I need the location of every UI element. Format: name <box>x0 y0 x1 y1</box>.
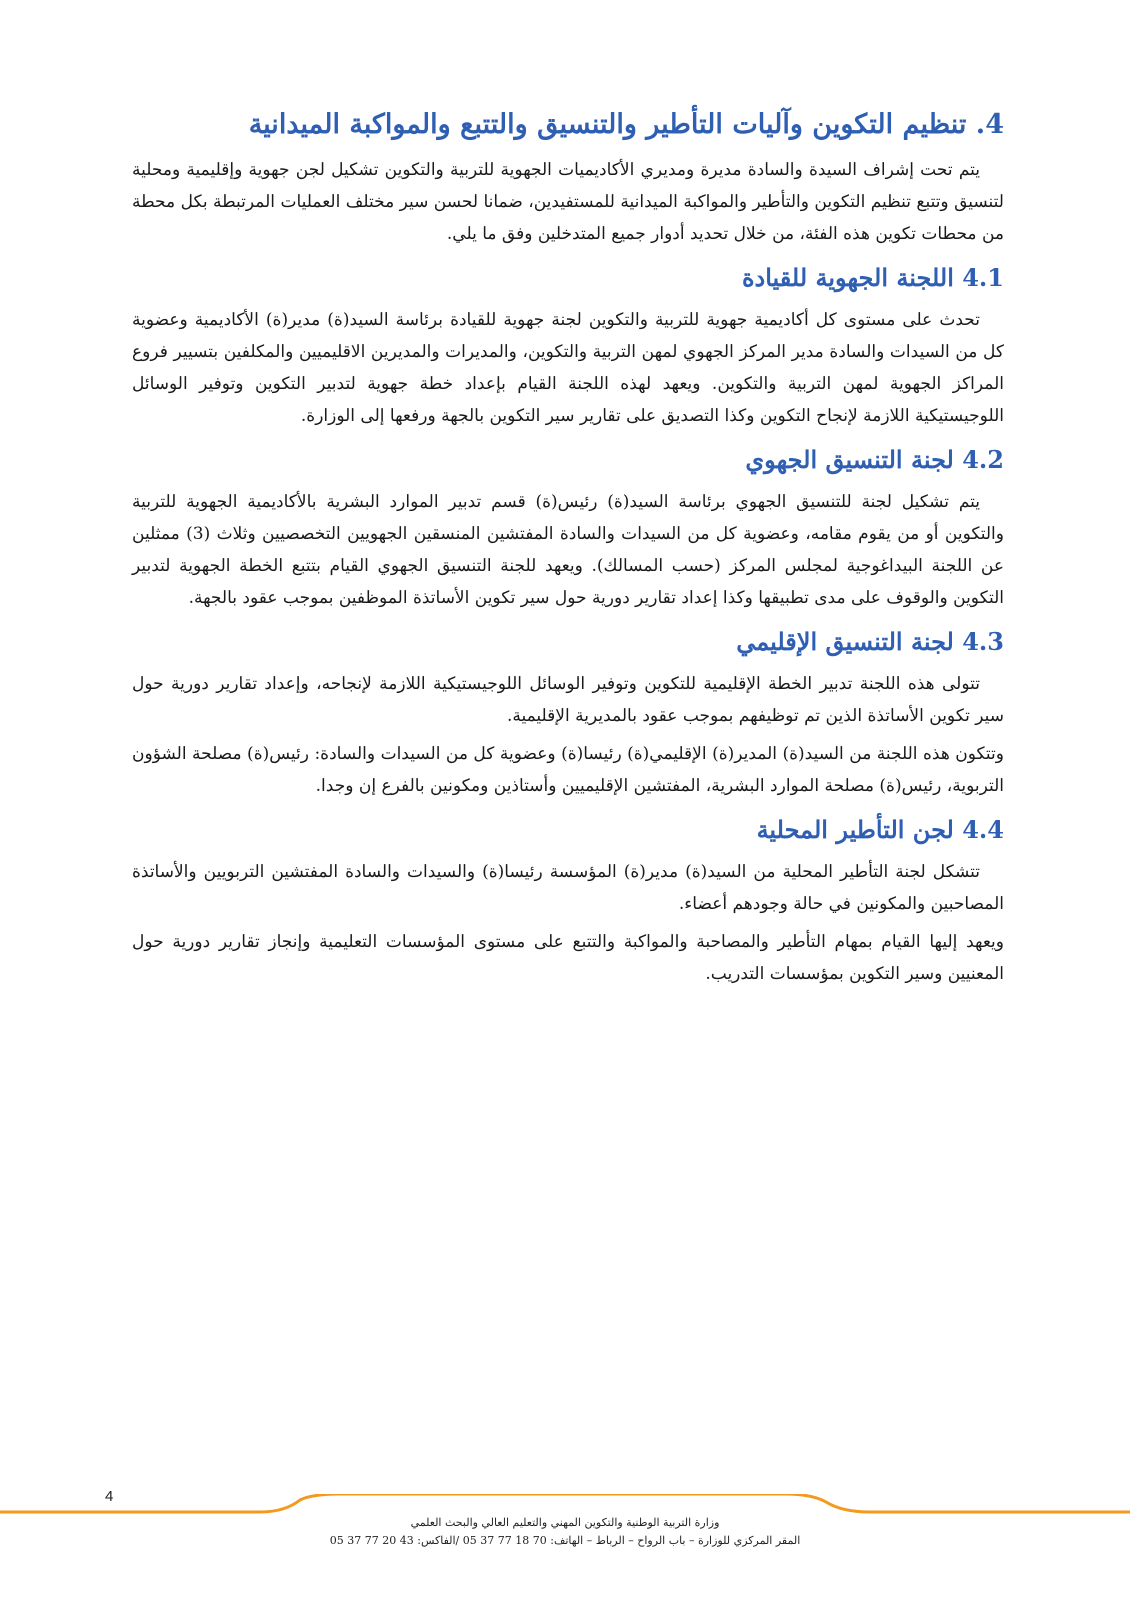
footer-wave-line <box>0 1494 1130 1512</box>
page-content <box>132 104 1004 996</box>
page-number: 4 <box>105 1488 114 1505</box>
section-heading-4-4: 4.4 لجن التأطير المحلية <box>756 815 1004 844</box>
section-heading-4-1: 4.1 اللجنة الجهوية للقيادة <box>741 263 1004 292</box>
section-4-3-paragraph-2: وتتكون هذه اللجنة من السيد(ة) المدير(ة) الإقليمي(ة) رئيسا(ة) وعضوية كل من السيدات والسادة: رئيس(ة) مصلحة الشؤون التربوية، رئيس(ة) مصلحة الموارد البشرية، المفتشين الإقليميين وأستاذين ومكونين بالفرع إن وجدا. <box>132 744 1004 796</box>
footer-address: المقر المركزي للوزارة – باب الرواح – الرباط – الهاتف: 70 18 77 37 05 /الفاكس: 43 20 77 37 05 <box>329 1534 801 1547</box>
footer-ministry-name: وزارة التربية الوطنية والتكوين المهني والتعليم العالي والبحث العلمي <box>410 1516 720 1529</box>
section-4-4-paragraph-1: تتشكل لجنة التأطير المحلية من السيد(ة) مدير(ة) المؤسسة رئيسا(ة) والسيدات والسادة المفتشين التربويين والأساتذة المصاحبين والمكونين في حالة وجودهم أعضاء. <box>132 862 1004 914</box>
intro-paragraph: يتم تحت إشراف السيدة والسادة مديرة ومديري الأكاديميات الجهوية للتربية والتكوين تشكيل لجن جهوية وإقليمية ومحلية لتنسيق وتتبع تنظيم التكوين والتأطير والمواكبة الميدانية للمستفيدين، ضمانا لحسن سير مختلف العمليات المرتبطة بكل محطة من محطات تكوين هذه الفئة، من خلال تحديد أدوار جميع المتدخلين وفق ما يلي. <box>132 160 1004 244</box>
section-4-2-paragraph: يتم تشكيل لجنة للتنسيق الجهوي برئاسة السيد(ة) رئيس(ة) قسم تدبير الموارد البشرية بالأكاديمية الجهوية للتربية والتكوين أو من يقوم مقامه، وعضوية كل من السيدات والسادة المفتشين المنسقين الجهويين التخصصيين وثلاث (3) ممثلين عن اللجنة البيداغوجية لمجلس المركز (حسب المسالك). ويعهد للجنة التنسيق الجهوي القيام بتتبع الخطة الجهوية لتدبير التكوين والوقوف على مدى تطبيقها وكذا إعداد تقارير دورية حول سير تكوين الأساتذة الموظفين بموجب عقود بالجهة. <box>132 492 1004 608</box>
page-title: 4. تنظيم التكوين وآليات التأطير والتنسيق والتتبع والمواكبة الميدانية <box>248 109 1004 140</box>
section-4-4-paragraph-2: ويعهد إليها القيام بمهام التأطير والمصاحبة والمواكبة والتتبع على مستوى المؤسسات التعليمية وإنجاز تقارير دورية حول المعنيين وسير التكوين بمؤسسات التدريب. <box>132 932 1004 984</box>
section-heading-4-2: 4.2 لجنة التنسيق الجهوي <box>745 445 1004 474</box>
section-heading-4-3: 4.3 لجنة التنسيق الإقليمي <box>736 627 1004 656</box>
section-4-3-paragraph-1: تتولى هذه اللجنة تدبير الخطة الإقليمية للتكوين وتوفير الوسائل اللوجيستيكية اللازمة لإنجاحه، وإعداد تقارير دورية حول سير تكوين الأساتذة الذين تم توظيفهم بموجب عقود بالمديرية الإقليمية. <box>132 674 1004 726</box>
section-4-1-paragraph: تحدث على مستوى كل أكاديمية جهوية للتربية والتكوين لجنة جهوية للقيادة برئاسة السيد(ة) مدير(ة) الأكاديمية وعضوية كل من السيدات والسادة مدير المركز الجهوي لمهن التربية والتكوين، والمديرات والمديرين الاقليميين والمكلفين بتسيير فروع المراكز الجهوية لمهن التربية والتكوين. ويعهد لهذه اللجنة القيام بإعداد خطة جهوية لتدبير التكوين وتوفير الوسائل اللوجيستيكية اللازمة لإنجاح التكوين وكذا التصديق على تقارير سير التكوين بالجهة ورفعها إلى الوزارة. <box>132 310 1004 426</box>
